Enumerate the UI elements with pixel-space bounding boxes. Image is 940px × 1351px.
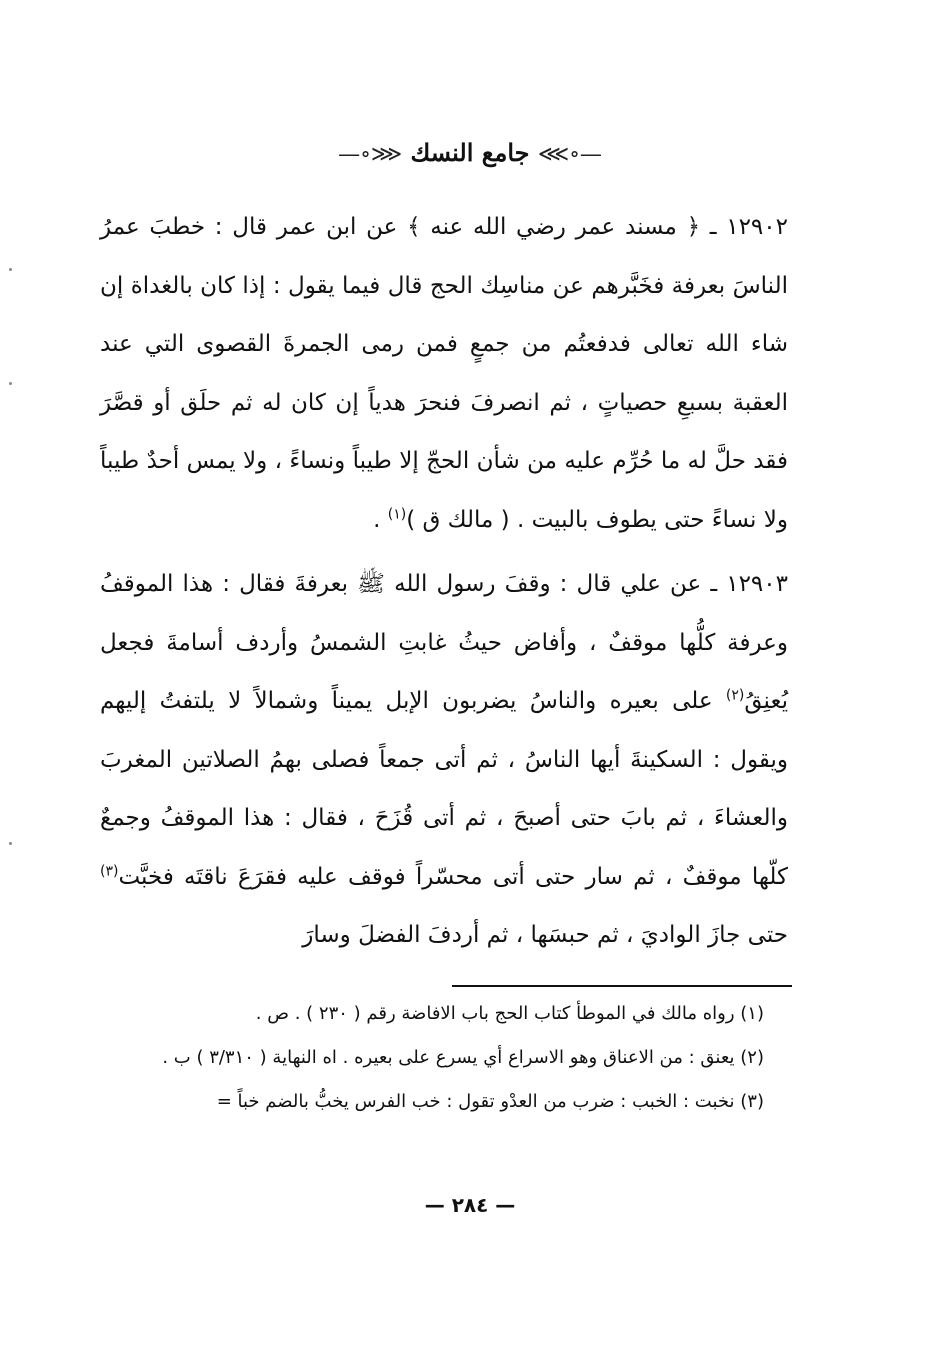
hadith-text: ١٢٩٠٣ ـ عن علي قال : وقفَ رسول الله ﷺ بعرفةَ فقال : هذا الموقفُ وعرفة كلُّها موقفٌ ، وأفاض حيثُ غابتِ الشمسُ وأردف أسامةَ فجعل يُعنِقُ: [100, 571, 788, 714]
hadith-end: .: [373, 506, 388, 533]
footnote-ref: (٣): [100, 862, 119, 879]
main-text: [100, 198, 788, 965]
left-ornament: —∘⋙: [537, 142, 602, 167]
hadith-text-continued: حتى جازَ الواديَ ، ثم حبسَها ، ثم أردفَ الفضلَ وسارَ: [302, 922, 788, 948]
margin-speck: [9, 382, 12, 385]
margin-speck: [9, 842, 12, 845]
right-ornament: ⋘∘—: [338, 142, 403, 167]
footnote-ref: (١): [387, 505, 407, 522]
hadith-12903: [100, 555, 788, 965]
section-title: جامع النسك: [410, 138, 530, 167]
footnote-ref: (٢): [725, 687, 745, 704]
page-header: [0, 138, 940, 167]
page-number: — ٢٨٤ —: [424, 1193, 516, 1217]
footnote-divider: [452, 985, 792, 987]
footnotes: [96, 995, 764, 1127]
hadith-text-continued: على بعيره والناسُ يضربون الإبل يميناً وشمالاً لا يلتفتُ إليهم ويقول : السكينةَ أيها الناسُ ، ثم أتى جمعاً فصلى بهمُ الصلاتين المغربَ والعشاءَ ، ثم بابَ حتى أصبحَ ، ثم أتى قُزَحَ ، فقال : هذا الموقفُ وجمعٌ كلّها موقفٌ ، ثم سار حتى أتى محسّراً فوقف عليه فقرَعَ ناقتَه فخبَّت: [100, 688, 788, 890]
hadith-12902: [100, 198, 788, 549]
footnote-2: (٢) يعنق : من الاعناق وهو الاسراع أي يسرع على بعيره . اه النهاية ( ٣/٣١٠ ) ب .: [162, 1047, 764, 1068]
hadith-text: ١٢٩٠٢ ـ ﴿ مسند عمر رضي الله عنه ﴾ عن ابن عمر قال : خطبَ عمرُ الناسَ بعرفة فخَبَّرهم عن مناسِك الحج قال فيما يقول : إذا كان بالغداة إن شاء الله تعالى فدفعتُم من جمعٍ فمن رمى الجمرةَ القصوى التي عند العقبة بسبعِ حصياتٍ ، ثم انصرفَ فنحرَ هدياً إن كان له ثم حلَق أو قصَّرَ فقد حلَّ له ما حُرِّم عليه من شأن الحجّ إلا طيباً ونساءً ، ولا يمس أحدٌ طيباً ولا نساءً حتى يطوف بالبيت . ( مالك ق ): [100, 214, 788, 533]
footnote-3: (٣) نخبت : الخبب : ضرب من العدْو تقول : خب الفرس يخبُّ بالضم خباً =: [216, 1091, 764, 1112]
margin-speck: [9, 268, 12, 271]
footnote-1: (١) رواه مالك في الموطأ كتاب الحج باب الافاضة رقم ( ٢٣٠ ) . ص .: [255, 1003, 764, 1024]
